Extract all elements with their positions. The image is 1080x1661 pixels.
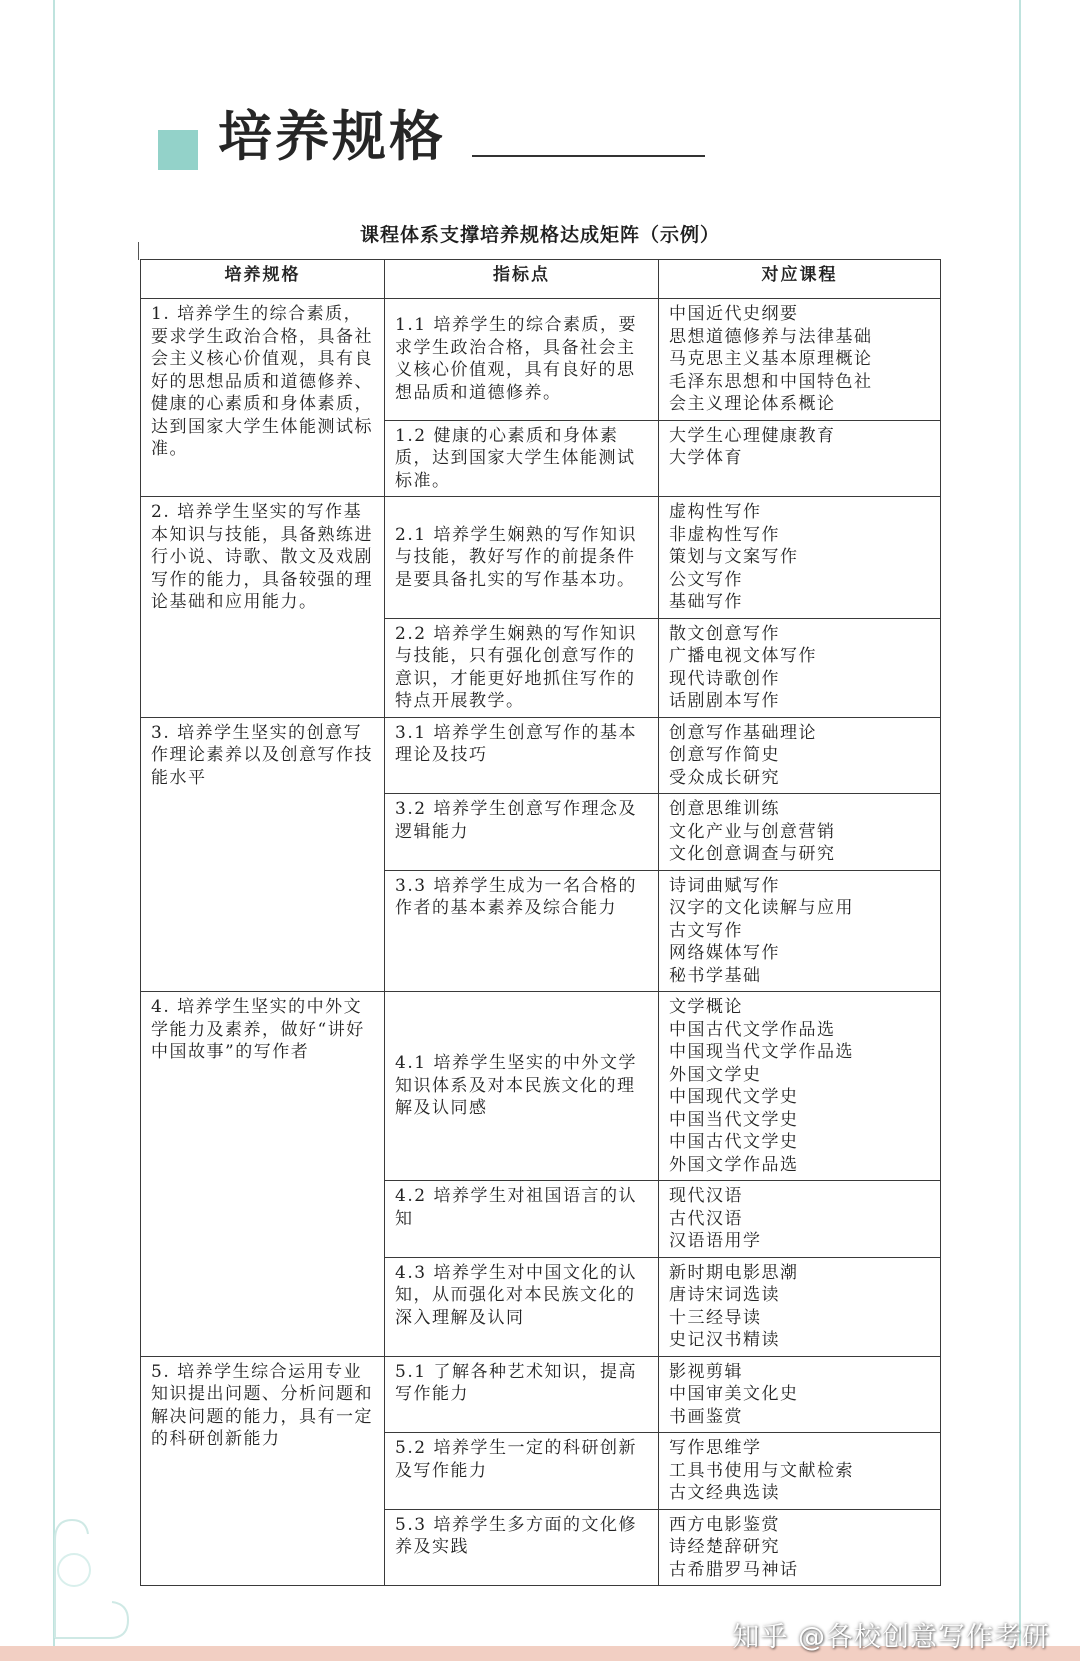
course-name: 诗经楚辞研究 [669, 1537, 780, 1557]
courses-cell [659, 794, 941, 871]
indicator-cell: 4.3 培养学生对中国文化的认知，从而强化对本民族文化的深入理解及认同 [385, 1257, 659, 1356]
watermark-text: 知乎 @各校创意写作考研 [732, 1622, 1050, 1653]
course-name: 古代汉语 [669, 1208, 743, 1229]
course-name: 中国当代文学史 [669, 1109, 799, 1130]
indicator-cell: 5.1 了解各种艺术知识，提高写作能力 [385, 1356, 659, 1433]
indicator-cell: 1.1 培养学生的综合素质，要求学生政治合格，具备社会主义核心价值观，具有良好的思想品质和道德修养。 [385, 299, 659, 421]
courses-cell [659, 299, 941, 421]
course-name: 中国现代文学史 [669, 1087, 799, 1107]
course-name: 文化产业与创意营销 [669, 821, 836, 842]
course-name: 大学体育 [669, 448, 743, 468]
spec-cell: 3. 培养学生坚实的创意写作理论素养以及创意写作技能水平 [141, 717, 385, 992]
courses-cell [659, 1257, 941, 1356]
course-name: 中国古代文学作品选 [669, 1019, 836, 1040]
indicator-cell: 5.3 培养学生多方面的文化修养及实践 [385, 1509, 659, 1586]
course-name: 汉语语用学 [669, 1231, 762, 1251]
course-name: 网络媒体写作 [669, 943, 780, 963]
title-accent-square [158, 130, 198, 170]
caption-tick-mark [138, 242, 139, 260]
table-header-row [141, 260, 941, 299]
course-name: 影视剪辑 [669, 1361, 743, 1382]
indicator-cell: 5.2 培养学生一定的科研创新及写作能力 [385, 1433, 659, 1510]
course-name: 创意思维训练 [669, 799, 780, 819]
course-name: 公文写作 [669, 569, 743, 590]
course-name: 受众成长研究 [669, 767, 780, 788]
courses-cell [659, 717, 941, 794]
indicator-cell: 4.2 培养学生对祖国语言的认知 [385, 1181, 659, 1258]
indicator-cell: 2.2 培养学生娴熟的写作知识与技能，只有强化创意写作的意识，才能更好地抓住写作的特点开展教学。 [385, 618, 659, 717]
course-name: 中国近代史纲要 [669, 304, 799, 324]
course-name: 古文经典选读 [669, 1483, 780, 1503]
table-row [141, 717, 941, 794]
course-name: 汉字的文化读解与应用 [669, 898, 854, 918]
courses-cell [659, 870, 941, 992]
courses-cell [659, 420, 941, 497]
table-body [141, 299, 941, 1586]
course-name: 大学生心理健康教育 [669, 425, 836, 446]
course-name: 诗词曲赋写作 [669, 875, 780, 896]
course-name: 广播电视文体写作 [669, 646, 817, 666]
header-indicator: 指标点 [385, 260, 659, 299]
table-row [141, 1356, 941, 1433]
course-name: 史记汉书精读 [669, 1330, 780, 1350]
table-row [141, 299, 941, 421]
indicator-cell: 3.2 培养学生创意写作理念及逻辑能力 [385, 794, 659, 871]
course-name: 外国文学作品选 [669, 1154, 799, 1175]
course-name: 散文创意写作 [669, 623, 780, 644]
courses-cell [659, 1509, 941, 1586]
courses-cell [659, 497, 941, 619]
course-name: 现代汉语 [669, 1186, 743, 1206]
course-name: 毛泽东思想和中国特色社 [669, 371, 873, 392]
course-name: 基础写作 [669, 592, 743, 612]
course-name: 秘书学基础 [669, 965, 762, 986]
courses-cell [659, 618, 941, 717]
course-name: 唐诗宋词选读 [669, 1285, 780, 1305]
course-name: 创意写作简史 [669, 745, 780, 765]
course-name: 中国古代文学史 [669, 1132, 799, 1152]
course-name: 写作思维学 [669, 1438, 762, 1458]
course-name: 思想道德修养与法律基础 [669, 326, 873, 347]
table-row [141, 992, 941, 1181]
header-courses: 对应课程 [659, 260, 941, 299]
courses-cell [659, 1181, 941, 1258]
course-name: 会主义理论体系概论 [669, 394, 836, 414]
course-name: 中国现当代文学作品选 [669, 1042, 854, 1062]
page-title: 培养规格 [218, 105, 446, 168]
course-name: 创意写作基础理论 [669, 722, 817, 743]
indicator-cell: 3.1 培养学生创意写作的基本理论及技巧 [385, 717, 659, 794]
page-frame-left [53, 0, 55, 1661]
page-frame-right [1019, 0, 1021, 1661]
course-name: 现代诗歌创作 [669, 668, 780, 689]
course-name: 外国文学史 [669, 1064, 762, 1085]
spec-cell: 2. 培养学生坚实的写作基本知识与技能，具备熟练进行小说、诗歌、散文及戏剧写作的能力，具备较强的理论基础和应用能力。 [141, 497, 385, 718]
course-name: 非虚构性写作 [669, 524, 780, 545]
courses-cell [659, 1356, 941, 1433]
curriculum-matrix-table [140, 259, 941, 1586]
spec-cell: 5. 培养学生综合运用专业知识提出问题、分析问题和解决问题的能力，具有一定的科研创新能力 [141, 1356, 385, 1586]
spec-cell: 4. 培养学生坚实的中外文学能力及素养，做好“讲好中国故事”的写作者 [141, 992, 385, 1357]
course-name: 古文写作 [669, 920, 743, 941]
course-name: 中国审美文化史 [669, 1384, 799, 1404]
courses-cell [659, 992, 941, 1181]
course-name: 策划与文案写作 [669, 547, 799, 567]
table-caption: 课程体系支撑培养规格达成矩阵（示例） [359, 224, 720, 246]
indicator-cell: 1.2 健康的心素质和身体素质，达到国家大学生体能测试标准。 [385, 420, 659, 497]
spec-cell: 1. 培养学生的综合素质，要求学生政治合格，具备社会主义核心价值观，具有良好的思想品质和道德修养、健康的心素质和身体素质，达到国家大学生体能测试标准。 [141, 299, 385, 497]
title-underline [472, 155, 705, 157]
courses-cell [659, 1433, 941, 1510]
course-name: 西方电影鉴赏 [669, 1514, 780, 1535]
course-name: 新时期电影思潮 [669, 1262, 799, 1283]
course-name: 文化创意调查与研究 [669, 844, 836, 864]
course-name: 虚构性写作 [669, 502, 762, 522]
indicator-cell: 4.1 培养学生坚实的中外文学知识体系及对本民族文化的理解及认同感 [385, 992, 659, 1181]
course-name: 古希腊罗马神话 [669, 1559, 799, 1580]
course-name: 话剧剧本写作 [669, 691, 780, 711]
course-name: 书画鉴赏 [669, 1406, 743, 1427]
indicator-cell: 2.1 培养学生娴熟的写作知识与技能，教好写作的前提条件是要具备扎实的写作基本功。 [385, 497, 659, 619]
course-name: 工具书使用与文献检索 [669, 1460, 854, 1481]
table-row [141, 497, 941, 619]
course-name: 十三经导读 [669, 1307, 762, 1328]
header-spec: 培养规格 [141, 260, 385, 299]
course-name: 文学概论 [669, 997, 743, 1017]
course-name: 马克思主义基本原理概论 [669, 349, 873, 369]
indicator-cell: 3.3 培养学生成为一名合格的作者的基本素养及综合能力 [385, 870, 659, 992]
